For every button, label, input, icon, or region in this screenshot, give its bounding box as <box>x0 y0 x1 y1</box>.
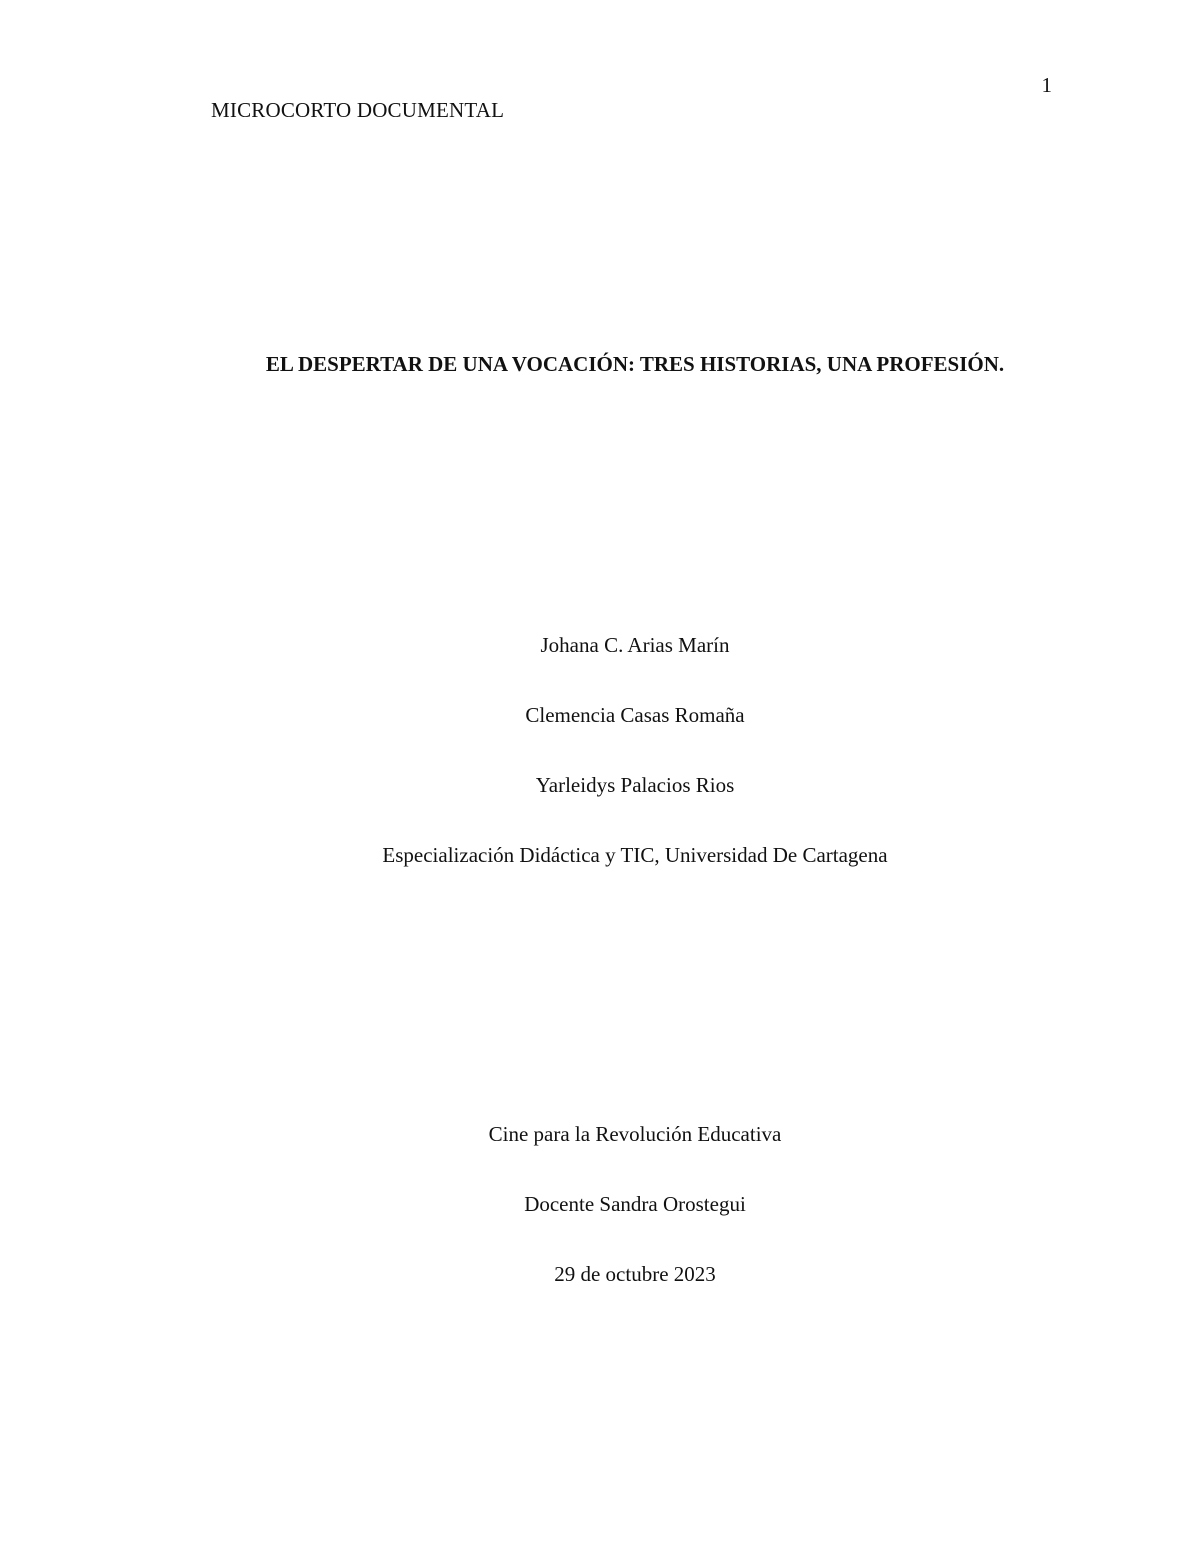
author-block <box>0 632 1200 912</box>
author-name: Clemencia Casas Romaña <box>525 703 745 727</box>
course-name: Cine para la Revolución Educativa <box>488 1122 782 1146</box>
page-number: 1 <box>1041 73 1052 97</box>
running-head: MICROCORTO DOCUMENTAL <box>211 98 505 122</box>
paper-title: EL DESPERTAR DE UNA VOCACIÓN: TRES HISTORIAS, UNA PROFESIÓN. <box>265 352 1005 376</box>
course-block <box>0 1121 1200 1331</box>
author-name: Yarleidys Palacios Rios <box>535 773 735 797</box>
submission-date: 29 de octubre 2023 <box>554 1262 716 1286</box>
instructor-name: Docente Sandra Orostegui <box>524 1192 746 1216</box>
author-name: Johana C. Arias Marín <box>540 633 730 657</box>
affiliation: Especialización Didáctica y TIC, Universidad De Cartagena <box>382 843 888 867</box>
